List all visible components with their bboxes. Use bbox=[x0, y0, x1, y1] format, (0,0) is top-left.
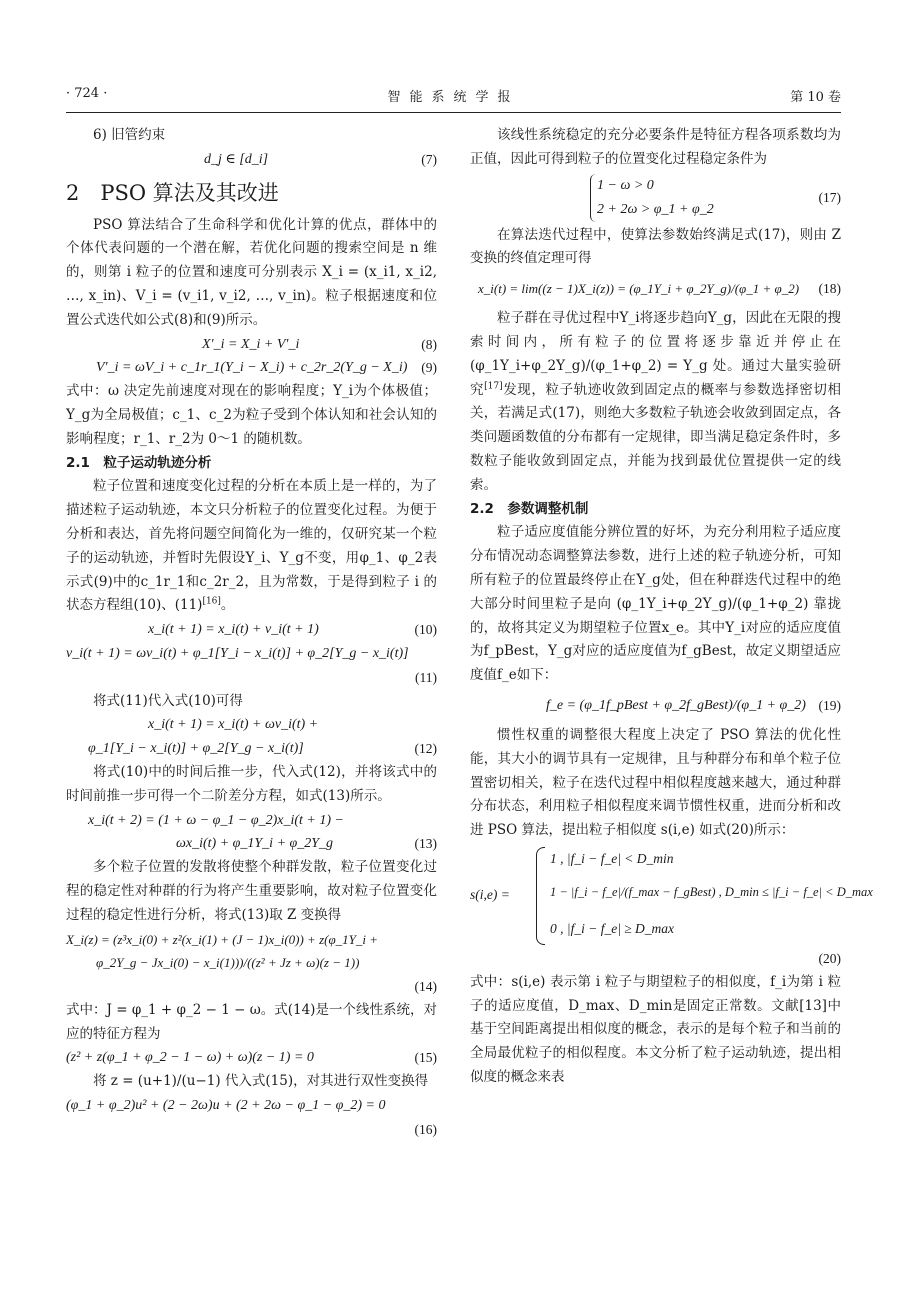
paragraph: 该线性系统稳定的充分必要条件是特征方程各项系数均为正值，因此可得到粒子的位置变化过程稳定条件为 bbox=[470, 127, 841, 167]
equation-number: (10) bbox=[414, 622, 437, 638]
paragraph: 将式(10)中的时间后推一步，代入式(12)，并将该式中的时间前推一步可得一个二阶差分方程，如式(13)所示。 bbox=[66, 763, 437, 804]
paragraph: 式中：ω 决定先前速度对现在的影响程度；Y_i为个体极值；Y_g为全局极值；c_1、c_2为粒子受到个体认知和社会认知的影响程度；r_1、r_2为 0～1 的随机数。 bbox=[66, 383, 437, 447]
section-heading-2-2: 2.2 参数调整机制 bbox=[470, 500, 589, 517]
equation-body: φ_2Y_g − Jx_i(0) − x_i(1)))/((z² + Jz + ω)(z − 1)) bbox=[96, 955, 360, 971]
equation-body: X′_i = X_i + V′_i bbox=[202, 336, 300, 352]
equation-8 bbox=[66, 333, 437, 357]
paragraph: 将 z = (u+1)/(u−1) 代入式(15)，对其进行双性变换得 bbox=[93, 1073, 429, 1090]
paragraph: 粒子适应度值能分辨位置的好坏，为充分利用粒子适应度分布情况动态调整算法参数，进行上述的粒子轨迹分析，可知所有粒子的位置最终停止在Y_g处，但在种群迭代过程中的绝大部分时间里粒子是向 (φ_1Y_i+φ_2Y_g)/(φ_1+φ_2) 靠拢的，故将其定义为期望粒子位置x_e。其中Y_i对应的适应度值为f_pBest，Y_g对应的适应度值为f_gBest，故定义期望适应度值f_e如下： bbox=[470, 524, 841, 684]
header-rule bbox=[66, 112, 841, 113]
equation-number: (7) bbox=[421, 151, 437, 167]
equation-number: (12) bbox=[414, 741, 437, 757]
equation-line: 1 − ω > 0 bbox=[597, 177, 654, 193]
running-header bbox=[66, 86, 841, 106]
equation-body: x_i(t) = lim((z − 1)X_i(z)) = (φ_1Y_i + φ_2Y_g)/(φ_1 + φ_2) bbox=[478, 281, 800, 297]
right-column bbox=[470, 124, 873, 1090]
paragraph: 粒子位置和速度变化过程的分析在本质上是一样的，为了描述粒子运动轨迹，本文只分析粒子的位置变化过程。为便于分析和表达，首先将问题空间简化为一维的，仅研究某一个粒子的运动轨迹，并暂时先假设Y_i、Y_g不变，用φ_1、φ_2表示式(9)中的c_1r_1和c_2r_2，且为常数，于是得到粒子 i 的状态方程组(10)、(11)[16]。 bbox=[66, 478, 437, 614]
equation-19 bbox=[470, 688, 841, 724]
left-column bbox=[66, 124, 437, 1142]
paragraph: 式中：J = φ_1 + φ_2 − 1 − ω。式(14)是一个线性系统，对应的特征方程为 bbox=[66, 1001, 437, 1042]
paragraph: 惯性权重的调整很大程度上决定了 PSO 算法的优化性能，其大小的调节具有一定规律，且与种群分布和单个粒子位置密切相关，粒子在迭代过程中相似程度越来越大，通过种群分布状态，利用粒子相似程度来调节惯性权重，进而分析和改进 PSO 算法，提出粒子相似度 s(i,e) 如式(20)所示： bbox=[470, 726, 841, 839]
equation-body: x_i(t + 1) = x_i(t) + ωv_i(t) + bbox=[148, 717, 319, 733]
equation-body: x_i(t + 2) = (1 + ω − φ_1 − φ_2)x_i(t + 1) − bbox=[88, 812, 344, 828]
paragraph: PSO 算法结合了生命科学和优化计算的优点，群体中的个体代表问题的一个潜在解，若优化问题的搜索空间是 n 维的，则第 i 粒子的位置和速度可分别表示 X_i = (x_i1, x_i2, …, x_in)、V_i = (v_i1, v_i2, …, v_in)。粒子根据速度和位置公式迭代如公式(8)和(9)所示。 bbox=[66, 216, 437, 328]
equation-12b bbox=[66, 737, 437, 761]
equation-number: (17) bbox=[818, 189, 841, 205]
constraint-item: 6) 旧管约束 bbox=[93, 127, 166, 143]
equation-14b bbox=[66, 951, 437, 975]
equation-body: (z² + z(φ_1 + φ_2 − 1 − ω) + ω)(z − 1) = 0 bbox=[66, 1050, 314, 1066]
equation-lhs: s(i,e) = bbox=[470, 886, 510, 902]
equation-9 bbox=[66, 356, 437, 380]
equation-18 bbox=[470, 271, 841, 307]
equation-12a bbox=[66, 713, 437, 737]
equation-number: (18) bbox=[818, 281, 841, 297]
equation-number: (11) bbox=[415, 669, 437, 685]
volume-label: 第 10 卷 bbox=[790, 90, 841, 105]
equation-body: v_i(t + 1) = ωv_i(t) + φ_1[Y_i − x_i(t)] + φ_2[Y_g − x_i(t)] bbox=[66, 645, 409, 661]
paragraph: 在算法迭代过程中，使算法参数始终满足式(17)，则由 Z 变换的终值定理可得 bbox=[470, 226, 841, 267]
equation-14a bbox=[66, 928, 437, 952]
citation: [17] bbox=[484, 381, 503, 392]
equation-number: (16) bbox=[414, 1121, 437, 1137]
equation-15 bbox=[66, 1046, 437, 1070]
page-number: · 724 · bbox=[66, 86, 108, 101]
journal-title: 智能系统学报 bbox=[387, 90, 520, 105]
equation-line: 2 + 2ω > φ_1 + φ_2 bbox=[597, 201, 714, 217]
brace bbox=[536, 847, 545, 945]
equation-system bbox=[590, 174, 714, 222]
equation-number: (9) bbox=[421, 360, 437, 376]
equation-number: (15) bbox=[414, 1050, 437, 1066]
equation-20 bbox=[470, 843, 873, 947]
equation-11 bbox=[66, 642, 437, 666]
section-heading-2: 2 PSO 算法及其改进 bbox=[66, 180, 279, 205]
equation-13b bbox=[66, 832, 437, 856]
section-heading-2-1: 2.1 粒子运动轨迹分析 bbox=[66, 454, 212, 471]
paragraph: 式中：s(i,e) 表示第 i 粒子与期望粒子的相似度，f_i为第 i 粒子的适应度值，D_max、D_min是固定正常数。文献[13]中基于空间距离提出相似度的概念，表示的是每个粒子和当前的全局最优粒子的相似程度。本文分析了粒子运动轨迹，提出相似度的概念来表 bbox=[470, 973, 841, 1085]
equation-number: (14) bbox=[414, 979, 437, 995]
citation: [16] bbox=[202, 596, 221, 607]
equation-body: ωx_i(t) + φ_1Y_i + φ_2Y_g bbox=[176, 836, 334, 852]
equation-body: X_i(z) = (z³x_i(0) + z²(x_i(1) + (J − 1)x_i(0)) + z(φ_1Y_i + bbox=[66, 931, 379, 947]
equation-16 bbox=[66, 1094, 437, 1118]
equation-number: (13) bbox=[414, 836, 437, 852]
paragraph: 多个粒子位置的发散将使整个种群发散，粒子位置变化过程的稳定性对种群的行为将产生重要影响，故对粒子位置变化过程的稳定性进行分析，将式(13)取 Z 变换得 bbox=[66, 859, 437, 923]
equation-13a bbox=[66, 809, 437, 833]
equation-number: (8) bbox=[421, 336, 437, 352]
equation-body: (φ_1 + φ_2)u² + (2 − 2ω)u + (2 + 2ω − φ_1 − φ_2) = 0 bbox=[66, 1098, 386, 1114]
equation-7 bbox=[66, 148, 437, 172]
equation-body: V′_i = ωV_i + c_1r_1(Y_i − X_i) + c_2r_2(Y_g − X_i) bbox=[96, 360, 408, 376]
equation-case: 1 , |f_i − f_e| < D_min bbox=[550, 850, 674, 866]
equation-body: φ_1[Y_i − x_i(t)] + φ_2[Y_g − x_i(t)] bbox=[88, 741, 304, 757]
equation-number: (20) bbox=[818, 950, 841, 966]
equation-case: 1 − |f_i − f_e|/(f_max − f_gBest) , D_min ≤ |f_i − f_e| < D_max bbox=[550, 884, 873, 899]
equation-number: (19) bbox=[818, 697, 841, 713]
equation-10 bbox=[66, 618, 437, 642]
equation-body: f_e = (φ_1f_pBest + φ_2f_gBest)/(φ_1 + φ_2) bbox=[546, 697, 806, 713]
paragraph: 粒子群在寻优过程中Y_i将逐步趋向Y_g，因此在无限的搜索时间内，所有粒子的位置将逐步靠近并停止在 (φ_1Y_i+φ_2Y_g)/(φ_1+φ_2) = Y_g 处。通过大量实验研究[17]发现，粒子轨迹收敛到固定点的概率与参数选择密切相关，若满足式(17)，则绝大多数粒子轨迹会收敛到固定点，各类问题函数值的分布都有一定规律，即当满足稳定条件时，多数粒子能收敛到固定点，并能为找到最优位置提供一定的线索。 bbox=[470, 310, 842, 493]
equation-17 bbox=[470, 172, 841, 224]
equation-body: x_i(t + 1) = x_i(t) + v_i(t + 1) bbox=[148, 622, 319, 638]
paragraph: 将式(11)代入式(10)可得 bbox=[93, 692, 243, 709]
equation-body: d_j ∈ [d_i] bbox=[204, 151, 269, 167]
equation-case: 0 , |f_i − f_e| ≥ D_max bbox=[550, 920, 675, 936]
